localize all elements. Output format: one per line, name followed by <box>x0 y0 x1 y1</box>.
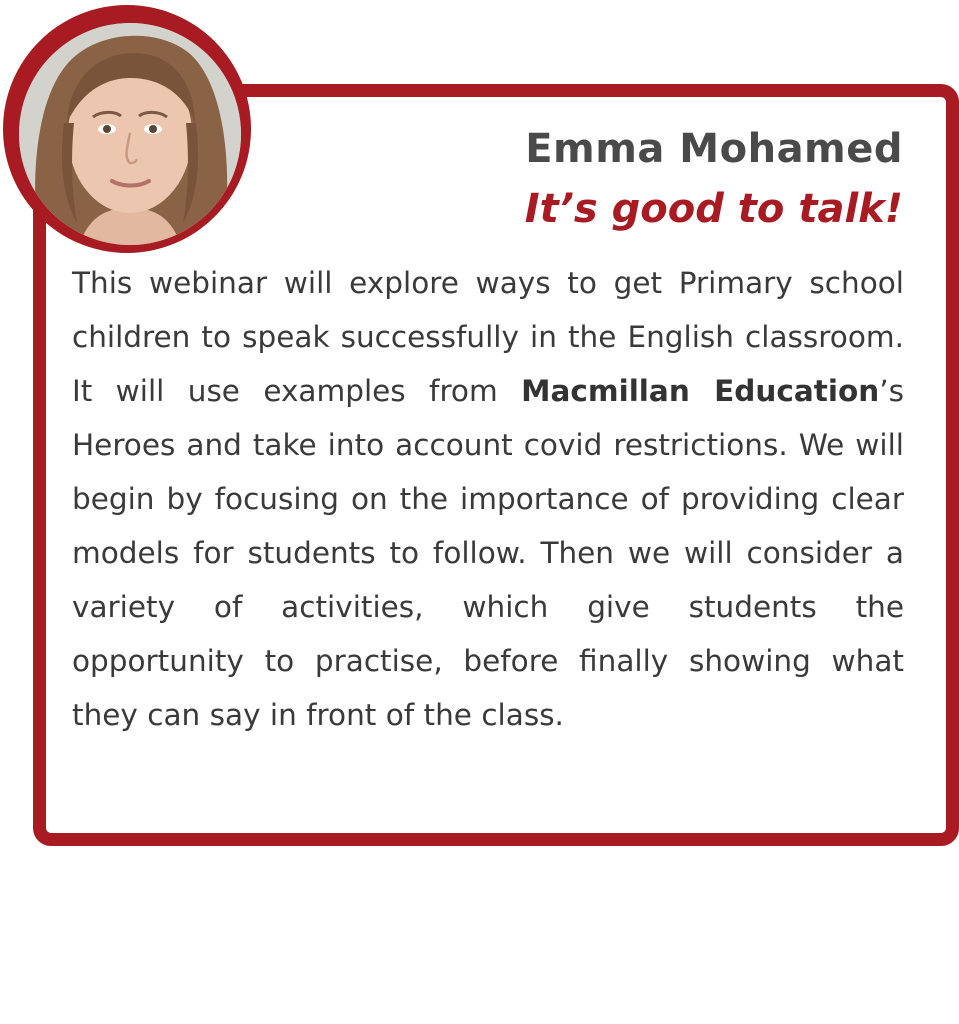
avatar <box>19 23 241 245</box>
description-intro: This webinar will explore ways to get Primary school children to speak successfully in the English classroom. It will use examples from <box>72 266 904 408</box>
webinar-description <box>72 256 904 742</box>
avatar-ring <box>3 5 251 253</box>
description-rest: ’s Heroes and take into account covid restrictions. We will begin by focusing on the importance of providing clear models for students to follow. Then we will consider a variety of activities, which give students the opportunity to practise, before finally showing what they can say in front of the class. <box>72 374 904 732</box>
publisher-name: Macmillan Education <box>521 374 880 408</box>
speaker-photo-icon <box>19 23 241 245</box>
speaker-name: Emma Mohamed <box>525 126 903 172</box>
talk-title: It’s good to talk! <box>524 186 903 232</box>
